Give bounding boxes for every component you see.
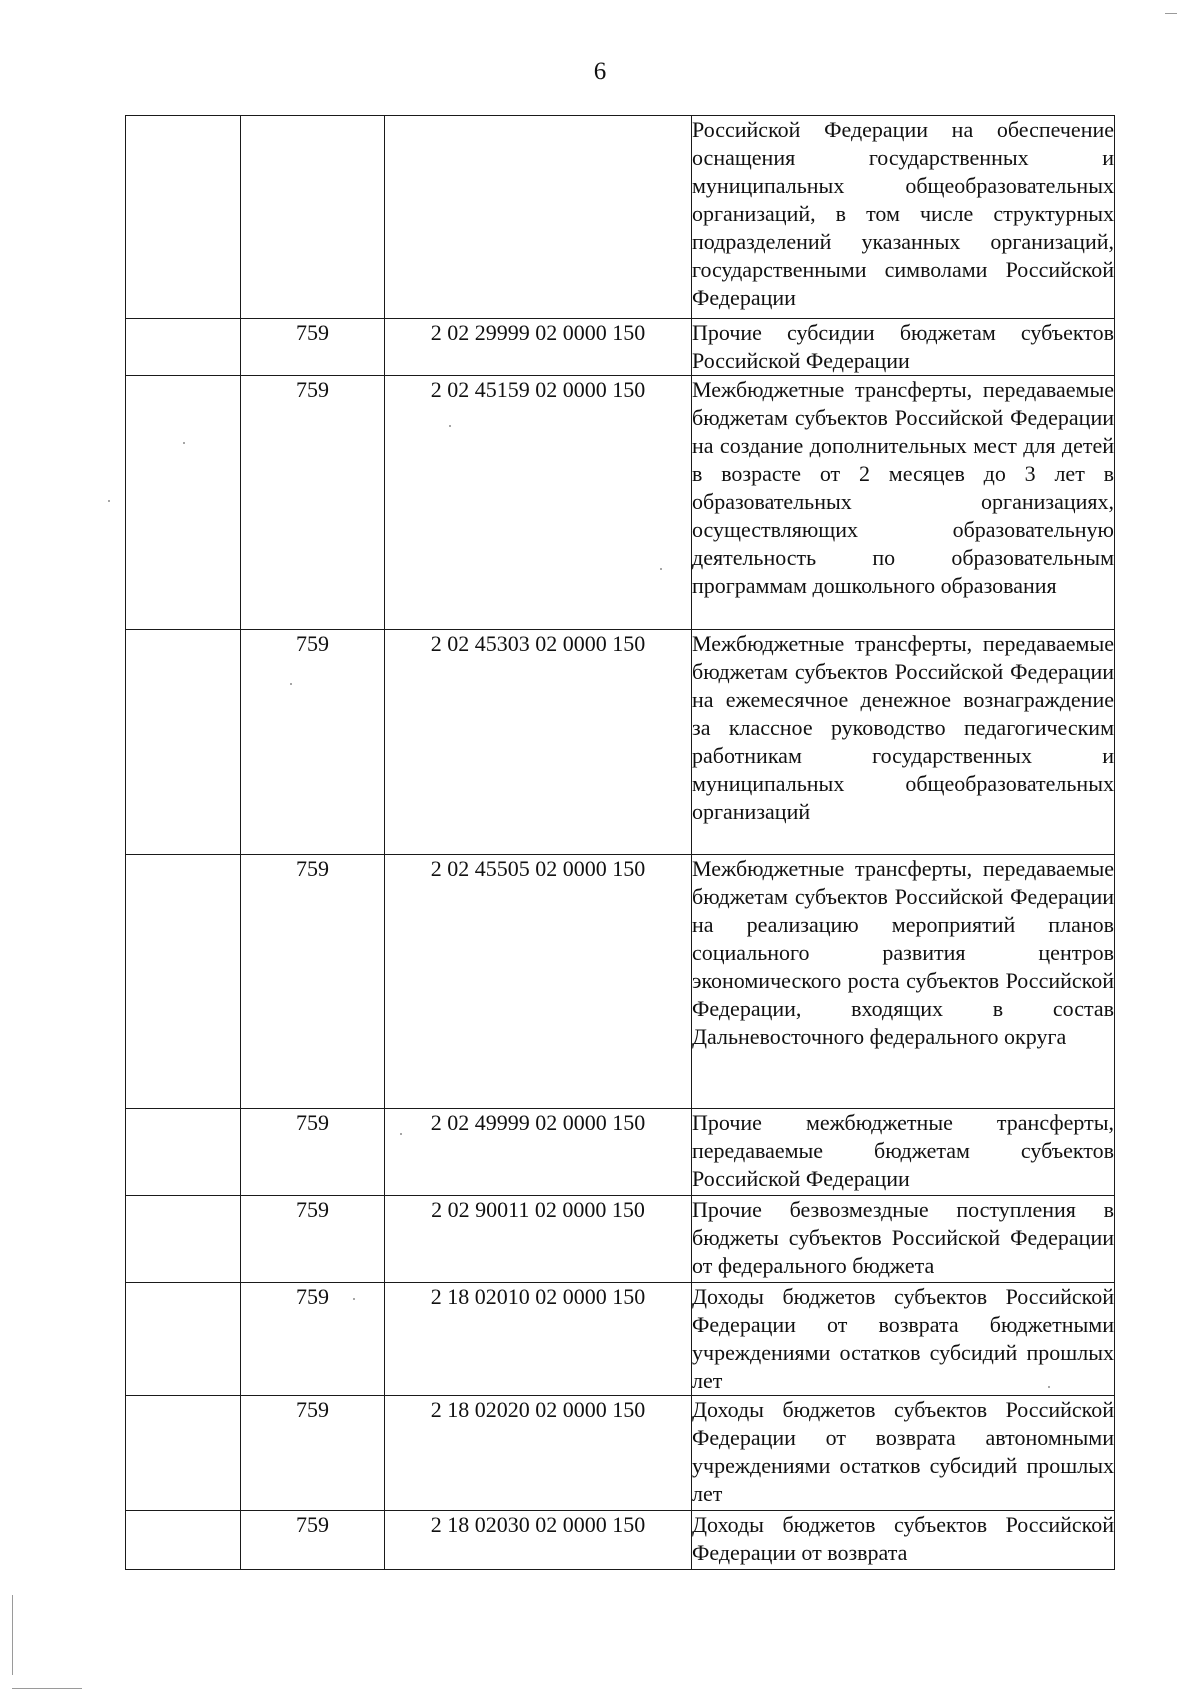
revenue-name-cell: Прочие субсидии бюджетам субъектов Российской Федерации bbox=[692, 319, 1115, 376]
table-row bbox=[126, 1109, 1115, 1196]
empty-cell bbox=[126, 1196, 241, 1283]
scan-margin-mark bbox=[1165, 13, 1177, 14]
table-row bbox=[126, 319, 1115, 376]
scan-speck bbox=[290, 683, 292, 685]
revenue-code-cell: 2 18 02010 02 0000 150 bbox=[385, 1283, 692, 1396]
admin-code-cell: 759 bbox=[241, 376, 385, 630]
table-row bbox=[126, 855, 1115, 1109]
admin-code-cell: 759 bbox=[241, 1196, 385, 1283]
admin-code-cell: 759 bbox=[241, 855, 385, 1109]
table-row bbox=[126, 1396, 1115, 1511]
scan-speck bbox=[660, 568, 662, 570]
page-number: 6 bbox=[593, 58, 607, 85]
empty-cell bbox=[126, 1283, 241, 1396]
revenue-code-cell: 2 02 29999 02 0000 150 bbox=[385, 319, 692, 376]
scan-speck bbox=[108, 500, 110, 502]
revenue-code-cell: 2 02 90011 02 0000 150 bbox=[385, 1196, 692, 1283]
empty-cell bbox=[126, 319, 241, 376]
table-row bbox=[126, 630, 1115, 855]
scan-speck bbox=[183, 442, 185, 444]
scan-margin-mark bbox=[12, 1688, 82, 1689]
table-row bbox=[126, 1283, 1115, 1396]
scan-speck bbox=[449, 425, 451, 427]
revenue-code-cell: 2 18 02020 02 0000 150 bbox=[385, 1396, 692, 1511]
scan-speck bbox=[1048, 1386, 1050, 1388]
empty-cell bbox=[126, 376, 241, 630]
empty-cell bbox=[126, 1396, 241, 1511]
empty-cell bbox=[126, 855, 241, 1109]
admin-code-cell: 759 bbox=[241, 1109, 385, 1196]
revenue-code-cell: 2 18 02030 02 0000 150 bbox=[385, 1511, 692, 1570]
admin-code-cell: 759 bbox=[241, 630, 385, 855]
revenue-codes-table bbox=[125, 115, 1115, 1570]
revenue-code-cell: 2 02 45159 02 0000 150 bbox=[385, 376, 692, 630]
scan-speck bbox=[400, 1133, 402, 1135]
empty-cell bbox=[126, 630, 241, 855]
empty-cell bbox=[126, 116, 241, 319]
revenue-name-cell: Межбюджетные трансферты, передаваемые бюджетам субъектов Российской Федерации на реализацию мероприятий планов социального развития центров экономического роста субъектов Российской Федерации, входящих в состав Дальневосточного федерального округа bbox=[692, 855, 1115, 1109]
revenue-name-cell: Прочие безвозмездные поступления в бюджеты субъектов Российской Федерации от федерального бюджета bbox=[692, 1196, 1115, 1283]
scan-speck bbox=[353, 1298, 355, 1300]
revenue-name-cell: Доходы бюджетов субъектов Российской Федерации от возврата автономными учреждениями остатков субсидий прошлых лет bbox=[692, 1396, 1115, 1511]
revenue-code-cell: 2 02 45505 02 0000 150 bbox=[385, 855, 692, 1109]
table-row bbox=[126, 1196, 1115, 1283]
revenue-name-cell: Межбюджетные трансферты, передаваемые бюджетам субъектов Российской Федерации на ежемесячное денежное вознаграждение за классное руководство педагогическим работникам государственных и муниципальных общеобразовательных организаций bbox=[692, 630, 1115, 855]
admin-code-cell: 759 bbox=[241, 1283, 385, 1396]
revenue-name-cell: Российской Федерации на обеспечение оснащения государственных и муниципальных общеобразовательных организаций, в том числе структурных подразделений указанных организаций, государственными символами Российской Федерации bbox=[692, 116, 1115, 319]
table-row bbox=[126, 1511, 1115, 1570]
admin-code-cell: 759 bbox=[241, 1396, 385, 1511]
revenue-name-cell: Межбюджетные трансферты, передаваемые бюджетам субъектов Российской Федерации на создание дополнительных мест для детей в возрасте от 2 месяцев до 3 лет в образовательных организациях, осуществляющих образовательную деятельность по образовательным программам дошкольного образования bbox=[692, 376, 1115, 630]
admin-code-cell bbox=[241, 116, 385, 319]
revenue-name-cell: Прочие межбюджетные трансферты, передаваемые бюджетам субъектов Российской Федерации bbox=[692, 1109, 1115, 1196]
table-row bbox=[126, 376, 1115, 630]
admin-code-cell: 759 bbox=[241, 1511, 385, 1570]
table-row bbox=[126, 116, 1115, 319]
empty-cell bbox=[126, 1511, 241, 1570]
admin-code-cell: 759 bbox=[241, 319, 385, 376]
empty-cell bbox=[126, 1109, 241, 1196]
revenue-name-cell: Доходы бюджетов субъектов Российской Федерации от возврата бюджетными учреждениями остатков субсидий прошлых лет bbox=[692, 1283, 1115, 1396]
revenue-code-cell: 2 02 49999 02 0000 150 bbox=[385, 1109, 692, 1196]
revenue-code-cell: 2 02 45303 02 0000 150 bbox=[385, 630, 692, 855]
scan-margin-mark bbox=[12, 1595, 13, 1675]
revenue-name-cell: Доходы бюджетов субъектов Российской Федерации от возврата bbox=[692, 1511, 1115, 1570]
revenue-code-cell bbox=[385, 116, 692, 319]
